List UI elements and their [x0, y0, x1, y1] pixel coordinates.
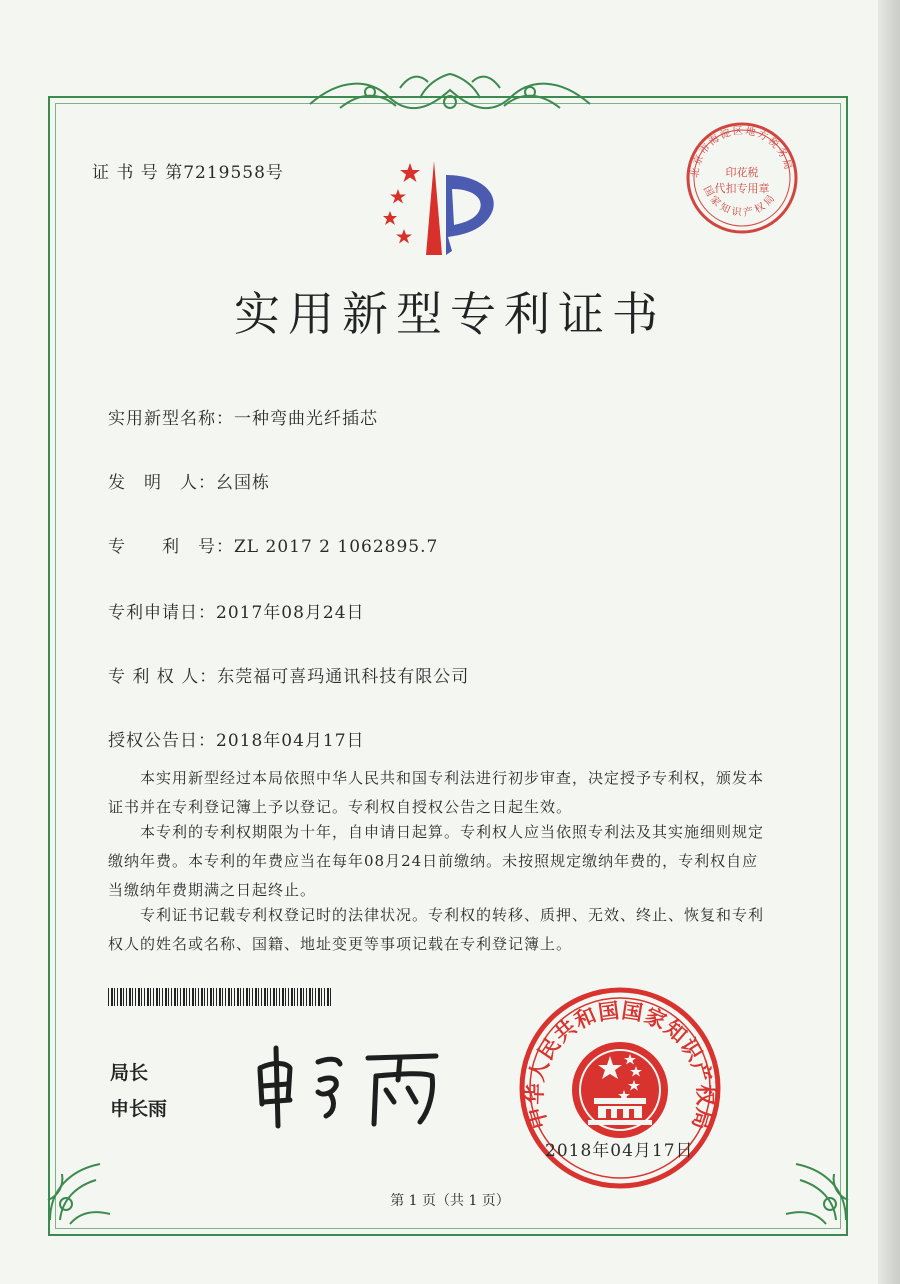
field-label: 实用新型名称： — [108, 409, 234, 429]
tax-stamp-bottom-text: 国家知识产权局 — [700, 184, 780, 219]
top-ornament — [300, 68, 600, 128]
patent-office-logo — [368, 155, 508, 265]
field-value: 2018年04月17日 — [216, 731, 365, 751]
tax-stamp-line-2: 代扣专用章 — [714, 182, 770, 195]
paragraph-legal-status: 专利证书记载专利权登记时的法律状况。专利权的转移、质押、无效、终止、恢复和专利权人的姓名或名称、国籍、地址变更等事项记载在专利登记簿上。 — [108, 906, 765, 953]
field-label: 专 利 权 人： — [108, 667, 218, 687]
field-value: ZL 2017 2 1062895.7 — [234, 537, 439, 557]
director-name: 申长雨 — [110, 1098, 168, 1120]
paragraph-grant-statement: 本实用新型经过本局依照中华人民共和国专利法进行初步审查，决定授予专利权，颁发本证书并在专利登记簿上予以登记。专利权自授权公告之日起生效。 — [108, 769, 765, 816]
field-label: 发 明 人： — [108, 473, 216, 493]
barcode — [108, 988, 332, 1006]
paragraph-term-and-fees: 本专利的专利权期限为十年，自申请日起算。专利权人应当依照专利法及其实施细则规定缴纳年费。本专利的年费应当在每年08月24日前缴纳。未按照规定缴纳年费的，专利权自应当缴纳年费期满之日起终止。 — [108, 823, 765, 899]
field-inventor — [108, 468, 270, 493]
field-value: 一种弯曲光纤插芯 — [234, 409, 378, 429]
certificate-number: 证 书 号 第7219558号 — [92, 163, 284, 183]
field-value: 幺国栋 — [216, 473, 270, 493]
field-label: 专 利 号： — [108, 537, 234, 557]
field-label: 授权公告日： — [108, 731, 216, 751]
field-value: 东莞福可喜玛通讯科技有限公司 — [217, 667, 470, 687]
field-utility-model-name — [108, 404, 378, 429]
tax-stamp-line-1: 印花税 — [725, 166, 759, 179]
tax-stamp — [682, 118, 802, 238]
issue-date: 2018年04月17日 — [545, 1141, 694, 1161]
page-number: 第 1 页（共 1 页） — [390, 1193, 510, 1209]
field-label: 专利申请日： — [108, 603, 216, 623]
seal-ring-text: 中华人民共和国国家知识产权局 — [522, 998, 718, 1134]
page-edge — [878, 0, 900, 1284]
field-application-date — [108, 598, 365, 623]
field-value: 2017年08月24日 — [216, 603, 365, 623]
certificate-title: 实用新型专利证书 — [234, 287, 666, 341]
field-patentee — [108, 662, 469, 687]
field-grant-date — [108, 726, 365, 751]
field-patent-number — [108, 532, 438, 557]
director-title: 局长 — [110, 1062, 149, 1084]
tax-stamp-ring-text: 北京市海淀区地方税务局 — [689, 125, 794, 179]
director-signature — [248, 1040, 448, 1130]
